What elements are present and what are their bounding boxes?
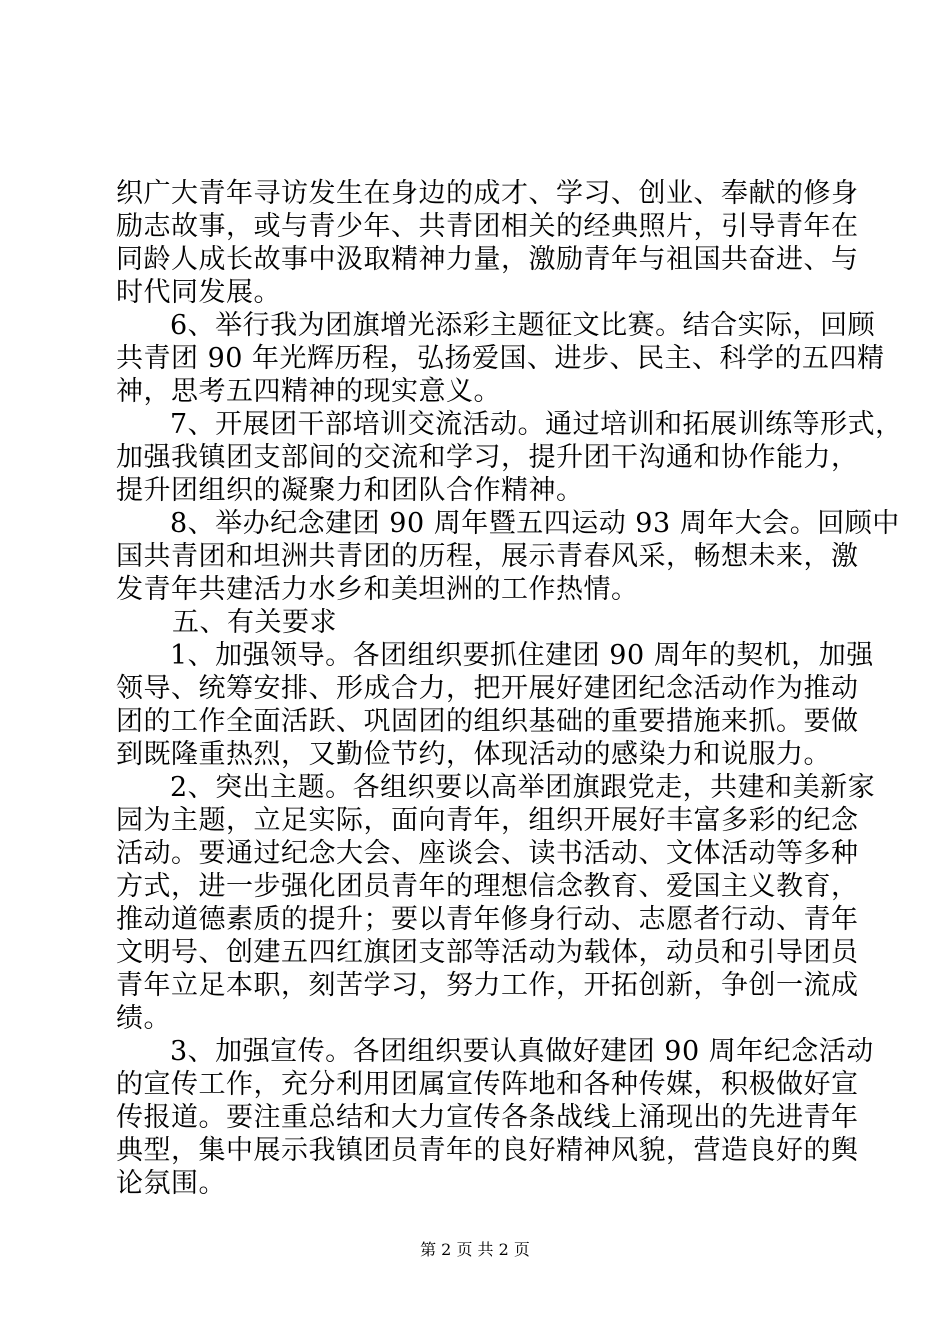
text-line: 推动道德素质的提升；要以青年修身行动、志愿者行动、青年 — [116, 904, 859, 935]
requirement-item-2: 2、突出主题。各组织要以高举团旗跟党走，共建和美新家 — [170, 772, 876, 803]
text-line: 论氛围。 — [116, 1168, 226, 1199]
requirement-item-1: 1、加强领导。各团组织要抓住建团 90 周年的契机，加强 — [170, 640, 874, 671]
text-line: 传报道。要注重总结和大力宣传各条战线上涌现出的先进青年 — [116, 1102, 859, 1133]
text-line: 青年立足本职，刻苦学习，努力工作，开拓创新，争创一流成 — [116, 970, 859, 1001]
text-line: 励志故事，或与青少年、共青团相关的经典照片，引导青年在 — [116, 211, 859, 242]
paragraph-item-7: 7、开展团干部培训交流活动。通过培训和拓展训练等形式， — [170, 409, 903, 440]
text-line: 团的工作全面活跃、巩固团的组织基础的重要措施来抓。要做 — [116, 706, 859, 737]
text-line: 提升团组织的凝聚力和团队合作精神。 — [116, 475, 584, 506]
text-line: 方式，进一步强化团员青年的理想信念教育、爱国主义教育， — [116, 871, 859, 902]
section-heading: 五、有关要求 — [172, 607, 337, 638]
text-line: 绩。 — [116, 1003, 171, 1034]
text-line: 共青团 90 年光辉历程，弘扬爱国、进步、民主、科学的五四精 — [116, 343, 885, 374]
text-line: 园为主题，立足实际，面向青年，组织开展好丰富多彩的纪念 — [116, 805, 859, 836]
text-line: 神，思考五四精神的现实意义。 — [116, 376, 501, 407]
text-line: 领导、统筹安排、形成合力，把开展好建团纪念活动作为推动 — [116, 673, 859, 704]
text-line: 加强我镇团支部间的交流和学习，提升团干沟通和协作能力， — [116, 442, 859, 473]
text-line: 同龄人成长故事中汲取精神力量，激励青年与祖国共奋进、与 — [116, 244, 859, 275]
page-footer: 第 2 页 共 2 页 — [420, 1240, 530, 1259]
text-line: 的宣传工作，充分利用团属宣传阵地和各种传媒，积极做好宣 — [116, 1069, 859, 1100]
text-line: 发青年共建活力水乡和美坦洲的工作热情。 — [116, 574, 639, 605]
paragraph-item-8: 8、举办纪念建团 90 周年暨五四运动 93 周年大会。回顾中 — [170, 508, 900, 539]
text-line: 到既隆重热烈，又勤俭节约，体现活动的感染力和说服力。 — [116, 739, 831, 770]
text-line: 典型，集中展示我镇团员青年的良好精神风貌，营造良好的舆 — [116, 1135, 859, 1166]
requirement-item-3: 3、加强宣传。各团组织要认真做好建团 90 周年纪念活动 — [170, 1036, 874, 1067]
paragraph-item-6: 6、举行我为团旗增光添彩主题征文比赛。结合实际，回顾 — [170, 310, 876, 341]
text-line: 国共青团和坦洲共青团的历程，展示青春风采，畅想未来，激 — [116, 541, 859, 572]
text-line: 活动。要通过纪念大会、座谈会、读书活动、文体活动等多种 — [116, 838, 859, 869]
text-line: 时代同发展。 — [116, 277, 281, 308]
text-line: 织广大青年寻访发生在身边的成才、学习、创业、奉献的修身 — [116, 178, 859, 209]
text-line: 文明号、创建五四红旗团支部等活动为载体，动员和引导团员 — [116, 937, 859, 968]
